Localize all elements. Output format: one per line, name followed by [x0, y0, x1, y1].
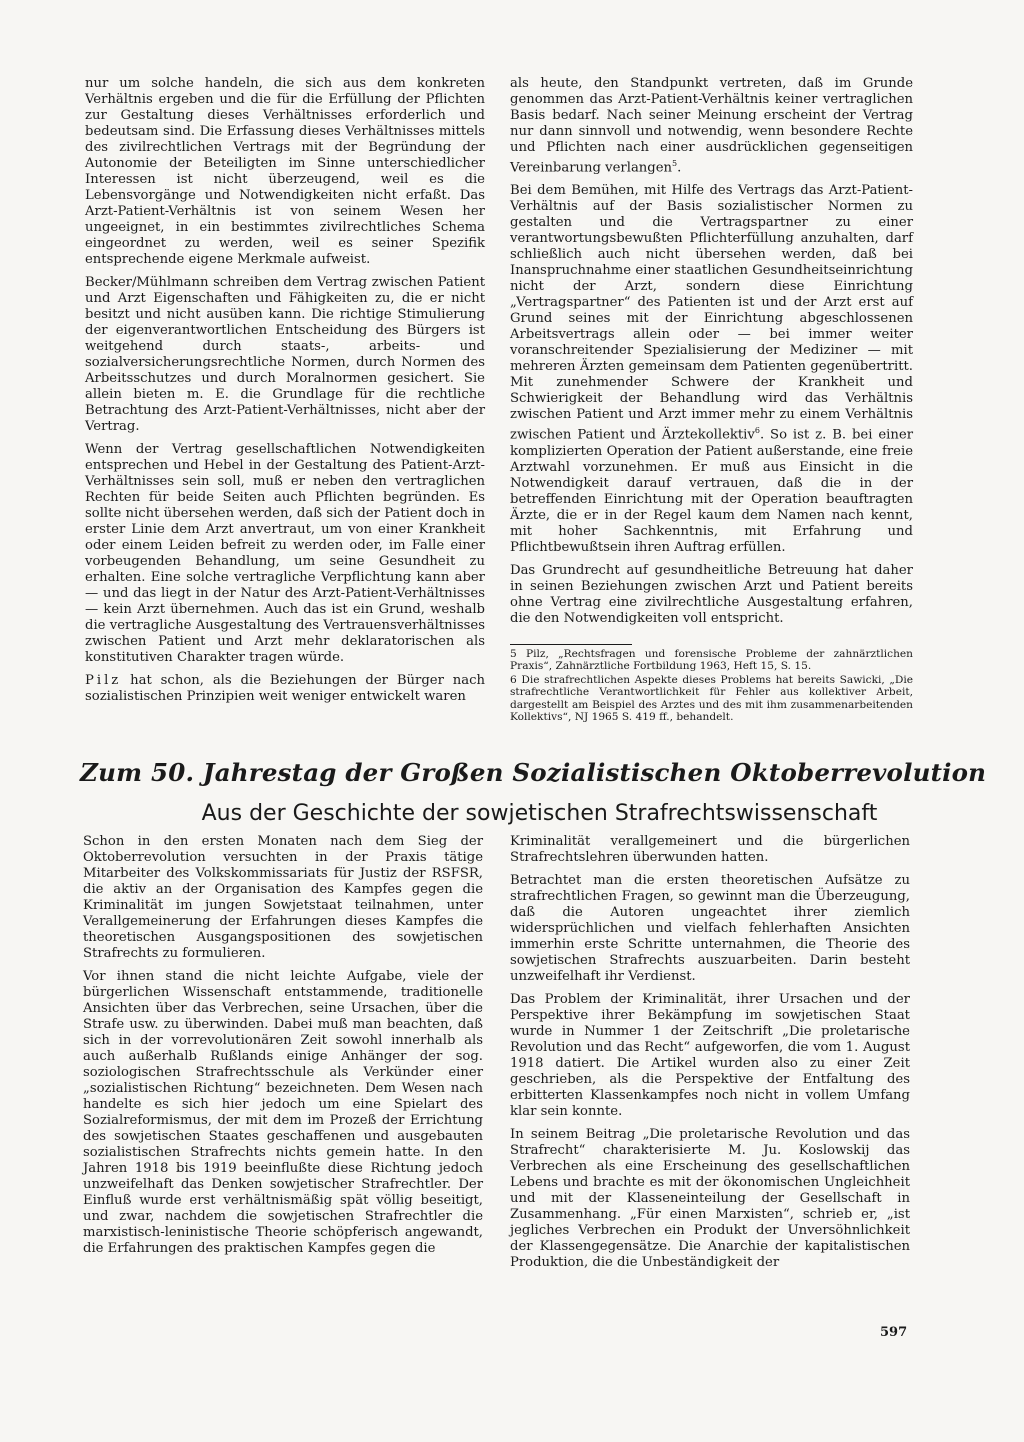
- paragraph: Betrachtet man die ersten theoretischen Aufsätze zu strafrechtlichen Fragen, so gewinnt man die Überzeugung, daß die Autoren ungeachtet ihrer ziemlich widersprüchlichen und vielfach fehlerhaften Ansichten immerhin erste Schritte unternahmen, die Theorie des sowjetischen Strafrechts auszuarbeiten. Darin besteht unzweifelhaft ihr Verdienst.: [510, 873, 910, 984]
- paragraph: In seinem Beitrag „Die proletarische Revolution und das Strafrecht“ charakterisierte M. Ju. Koslowskij das Verbrechen als eine Erscheinung des gesellschaftlichen Lebens und brachte es mit der ökonomischen Ungleichheit und mit der Klasseneinteilung der Gesellschaft in Zusammenhang. „Für einen Marxisten“, schrieb er, „ist jegliches Verbrechen ein Produkt der Unversöhnlichkeit der Klassengegensätze. Die Anarchie der kapitalistischen Produktion, die die Unbeständigkeit der: [510, 1127, 910, 1270]
- paragraph-text: als heute, den Standpunkt vertreten, daß im Grunde genommen das Arzt-Patient-Verhältnis keiner vertraglichen Basis bedarf. Nach seiner Meinung erscheint der Vertrag nur dann sinnvoll und notwendig, wenn besondere Rechte und Pflichten nach einer ausdrücklichen gegenseitigen Vereinbarung verlangen: [510, 76, 913, 176]
- paragraph-text: hat schon, als die Beziehungen der Bürger nach sozialistischen Prinzipien weit weniger entwickelt waren: [85, 673, 485, 704]
- paragraph: [510, 183, 913, 555]
- paragraph: Vor ihnen stand die nicht leichte Aufgabe, viele der bürgerlichen Wissenschaft entstammende, traditionelle Ansichten über das Verbrechen, seine Ursachen, über die Strafe usw. zu überwinden. Dabei muß man beachten, daß sich in der vorrevolutionären Zeit sowohl innerhalb als auch außerhalb Rußlands einige Anhänger der sog. soziologischen Strafrechtsschule als Verkünder einer „sozialistischen Richtung“ bezeichneten. Dem Wesen nach handelte es sich hier jedoch um eine Spielart des Sozialreformismus, der mit dem im Prozeß der Errichtung des sowjetischen Staates geschaffenen und ausgebauten sozialistischen Strafrechts nichts gemein hatte. In den Jahren 1918 bis 1919 beeinflußte diese Richtung jedoch unzweifelhaft das Denken sowjetischer Strafrechtler. Der Einfluß wurde erst verhältnismäßig spät völlig beseitigt, und zwar, nachdem die sowjetischen Strafrechtler die marxistisch-leninistische Theorie schöpferisch angewandt, die Erfahrungen des praktischen Kampfes gegen die: [83, 969, 483, 1256]
- bottom-left-column: [83, 834, 483, 1264]
- paragraph-text: Bei dem Bemühen, mit Hilfe des Vertrags das Arzt-Patient-Verhältnis auf der Basis sozialistischer Normen zu gestalten und die Vertragspartner zu einer verantwortungsbewußten Pflichterfüllung anzuhalten, darf schließlich auch nicht übersehen werden, daß bei Inanspruchnahme einer staatlichen Gesundheitseinrichtung nicht der Arzt, sondern diese Einrichtung „Vertragspartner“ des Patienten ist und der Arzt erst auf Grund seines mit der Einrichtung abgeschlossenen Arbeitsvertrags allein oder — bei immer weiter voranschreitender Spezialisierung der Mediziner — mit mehreren Ärzten gemeinsam dem Patienten gegenübertritt. Mit zunehmender Schwere der Krankheit und Schwierigkeit der Behandlung wird das Verhältnis zwischen Patient und Arzt immer mehr zu einem Verhältnis zwischen Patient und Ärztekollektiv: [510, 183, 913, 443]
- paragraph: Schon in den ersten Monaten nach dem Sieg der Oktoberrevolution versuchten in der Praxis tätige Mitarbeiter des Volkskommissariats für Justiz der RSFSR, die aktiv an der Organisation des Kampfes gegen die Kriminalität im jungen Sowjetstaat teilnahmen, unter Verallgemeinerung der Erfahrungen dieses Kampfes die theoretischen Ausgangspositionen des sowjetischen Strafrechts zu formulieren.: [83, 834, 483, 961]
- top-left-column: [85, 76, 485, 712]
- top-right-column: [510, 76, 913, 634]
- paragraph: Das Problem der Kriminalität, ihrer Ursachen und der Perspektive ihrer Bekämpfung im sowjetischen Staat wurde in Nummer 1 der Zeitschrift „Die proletarische Revolution und das Recht“ aufgeworfen, die vom 1. August 1918 datiert. Die Artikel wurden also zu einer Zeit geschrieben, als die Perspektive der Entfaltung des erbitterten Klassenkampfes noch nicht in vollem Umfang klar sein konnte.: [510, 992, 910, 1119]
- paragraph-text: . So ist z. B. bei einer komplizierten Operation der Patient außerstande, eine freie Arztwahl vorzunehmen. Er muß aus Einsicht in die Notwendigkeit darauf vertrauen, daß die in der betreffenden Einrichtung mit der Operation beauftragten Ärzte, die er in der Regel kaum dem Namen nach kennt, mit hoher Sachkenntnis, mit Erfahrung und Pflichtbewußtsein ihren Auftrag erfüllen.: [510, 427, 913, 555]
- paragraph: Das Grundrecht auf gesundheitliche Betreuung hat daher in seinen Beziehungen zwischen Arzt und Patient bereits ohne Vertrag eine zivilrechtliche Ausgestaltung erfahren, die den Notwendigkeiten voll entspricht.: [510, 562, 913, 626]
- footnotes: [510, 648, 913, 724]
- footnote-5: 5 Pilz, „Rechtsfragen und forensische Probleme der zahnärztlichen Praxis“, Zahnärztliche Fortbildung 1963, Heft 15, S. 15.: [510, 648, 913, 673]
- page-number: 597: [880, 1325, 908, 1340]
- footnote-divider: [510, 644, 632, 645]
- paragraph: [85, 673, 485, 705]
- paragraph: [510, 76, 913, 176]
- paragraph: Becker/Mühlmann schreiben dem Vertrag zwischen Patient und Arzt Eigenschaften und Fähigkeiten zu, die er nicht besitzt und nicht ausüben kann. Die richtige Stimulierung der eigenverantwortlichen Entscheidung des Bürgers ist weitgehend durch staats-, arbeits- und sozialversicherungsrechtliche Normen, durch Normen des Arbeitsschutzes und durch Moralnormen gesichert. Sie allein bieten m. E. die Grundlage für die rechtliche Betrachtung des Arzt-Patient-Verhältnisses, nicht aber der Vertrag.: [85, 275, 485, 434]
- paragraph: nur um solche handeln, die sich aus dem konkreten Verhältnis ergeben und die für die Erfüllung der Pflichten zur Gestaltung dieses Verhältnisses erforderlich und bedeutsam sind. Die Erfassung dieses Verhältnisses mittels des zivilrechtlichen Vertrags mit der Begründung der Autonomie der Beteiligten im Sinne unterschiedlicher Interessen ist nicht überzeugend, weil es die Lebensvorgänge und Notwendigkeiten nicht erfaßt. Das Arzt-Patient-Verhältnis ist von seinem Wesen her ungeeignet, in ein bestimmtes zivilrechtliches Schema eingeordnet zu werden, weil es seiner Spezifik entsprechende eigene Merkmale aufweist.: [85, 76, 485, 267]
- paragraph: Wenn der Vertrag gesellschaftlichen Notwendigkeiten entsprechen und Hebel in der Gestaltung des Patient-Arzt-Verhältnisses sein soll, muß er neben den vertraglichen Rechten für beide Seiten auch Pflichten begründen. Es sollte nicht übersehen werden, daß sich der Patient doch in erster Linie dem Arzt anvertraut, um von einer Krankheit oder einem Leiden befreit zu werden oder, im Falle einer vorbeugenden Behandlung, um seine Gesundheit zu erhalten. Eine solche vertragliche Verpflichtung kann aber — und das liegt in der Natur des Arzt-Patient-Verhältnisses — kein Arzt übernehmen. Auch das ist ein Grund, weshalb die vertragliche Ausgestaltung des Vertrauensverhältnisses zwischen Patient und Arzt mehr deklaratorischen als konstitutiven Charakter tragen würde.: [85, 442, 485, 665]
- paragraph-end: .: [677, 160, 682, 176]
- footnote-ref: 5: [672, 159, 678, 168]
- paragraph: Kriminalität verallgemeinert und die bürgerlichen Strafrechtslehren überwunden hatten.: [510, 834, 910, 865]
- article-title: Aus der Geschichte der sowjetischen Strafrechtswissenschaft: [201, 801, 878, 826]
- footnote-6: 6 Die strafrechtlichen Aspekte dieses Problems hat bereits Sawicki, „Die strafrechtliche Verantwortlichkeit für Fehler aus kollektiver Arbeit, dargestellt am Beispiel des Arztes und des mit ihm zusammenarbeitenden Kollektivs“, NJ 1965 S. 419 ff., behandelt.: [510, 673, 913, 724]
- author-name-spaced: Pilz: [85, 673, 122, 688]
- footnote-ref: 6: [754, 426, 760, 436]
- bottom-right-column: [510, 834, 910, 1278]
- section-headline: Zum 50. Jahrestag der Großen Sozialistischen Oktoberrevolution: [80, 758, 987, 787]
